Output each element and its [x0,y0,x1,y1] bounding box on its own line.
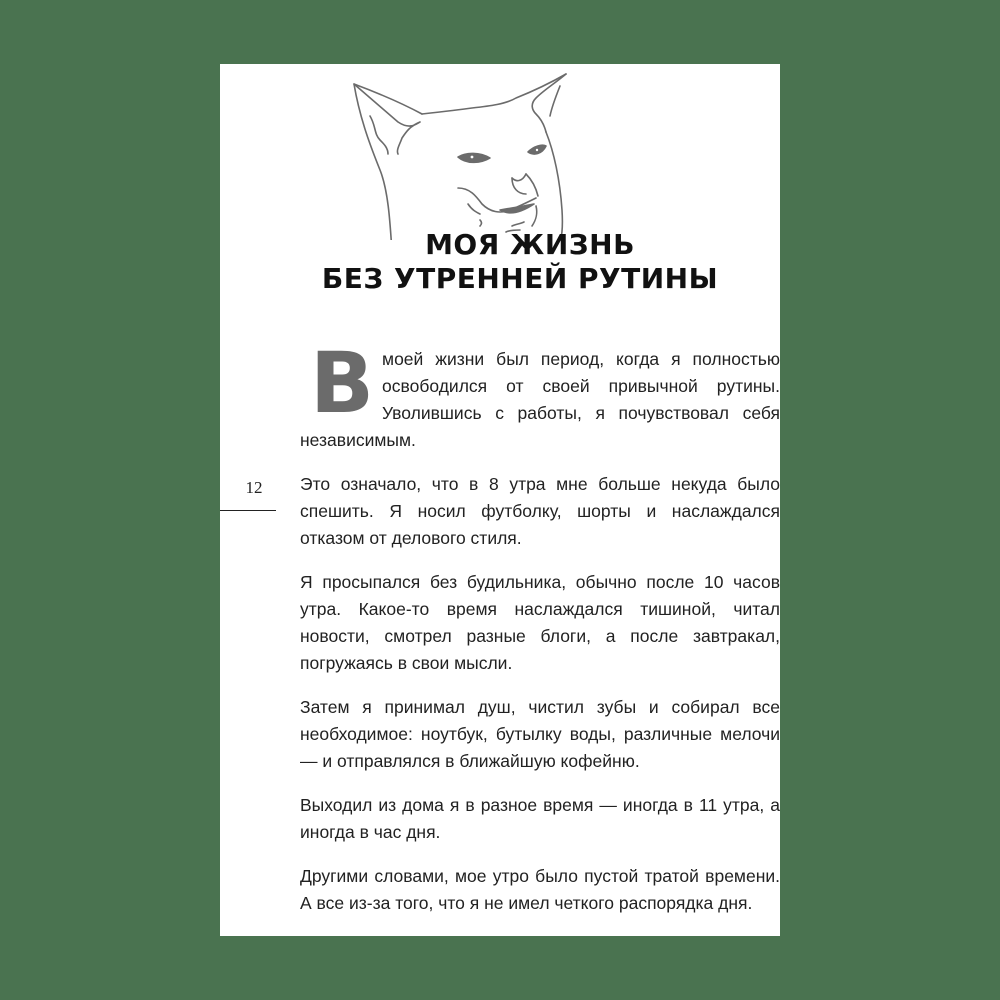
paragraph-3: Я просыпался без будильника, обычно после 10 часов утра. Какое-то время наслаждался тишиной, читал новости, смотрел разные блоги, а после завтракал, погружаясь в свои мысли. [300,572,780,673]
chapter-title-line-1: МОЯ ЖИЗНЬ [425,228,635,261]
book-page [220,64,780,936]
paragraph-5: Выходил из дома я в разное время — иногда в 11 утра, а иногда в час дня. [300,795,780,842]
chapter-title [220,228,780,296]
cat-illustration-icon [340,70,570,240]
paragraph-4: Затем я принимал душ, чистил зубы и собирал все необходимое: ноутбук, бутылку воды, различные мелочи — и отправлялся в ближайшую кофейню. [300,697,780,771]
page-number: 12 [245,478,263,497]
paragraph-6: Другими словами, мое утро было пустой тратой времени. А все из-за того, что я не имел четкого распорядка дня. [300,866,780,913]
paragraph-2: Это означало, что в 8 утра мне больше некуда было спешить. Я носил футболку, шорты и наслаждался отказом от делового стиля. [300,474,780,548]
paragraph-1 [300,334,780,454]
body-text [300,334,780,934]
paragraph-1-text: моей жизни был период, когда я полностью освободился от своей привычной рутины. Уволившись с работы, я почувствовал себя независимым. [300,349,780,450]
page-number-rule [220,510,276,511]
drop-cap: В [310,334,375,432]
chapter-title-line-2: БЕЗ УТРЕННЕЙ РУТИНЫ [321,262,719,295]
